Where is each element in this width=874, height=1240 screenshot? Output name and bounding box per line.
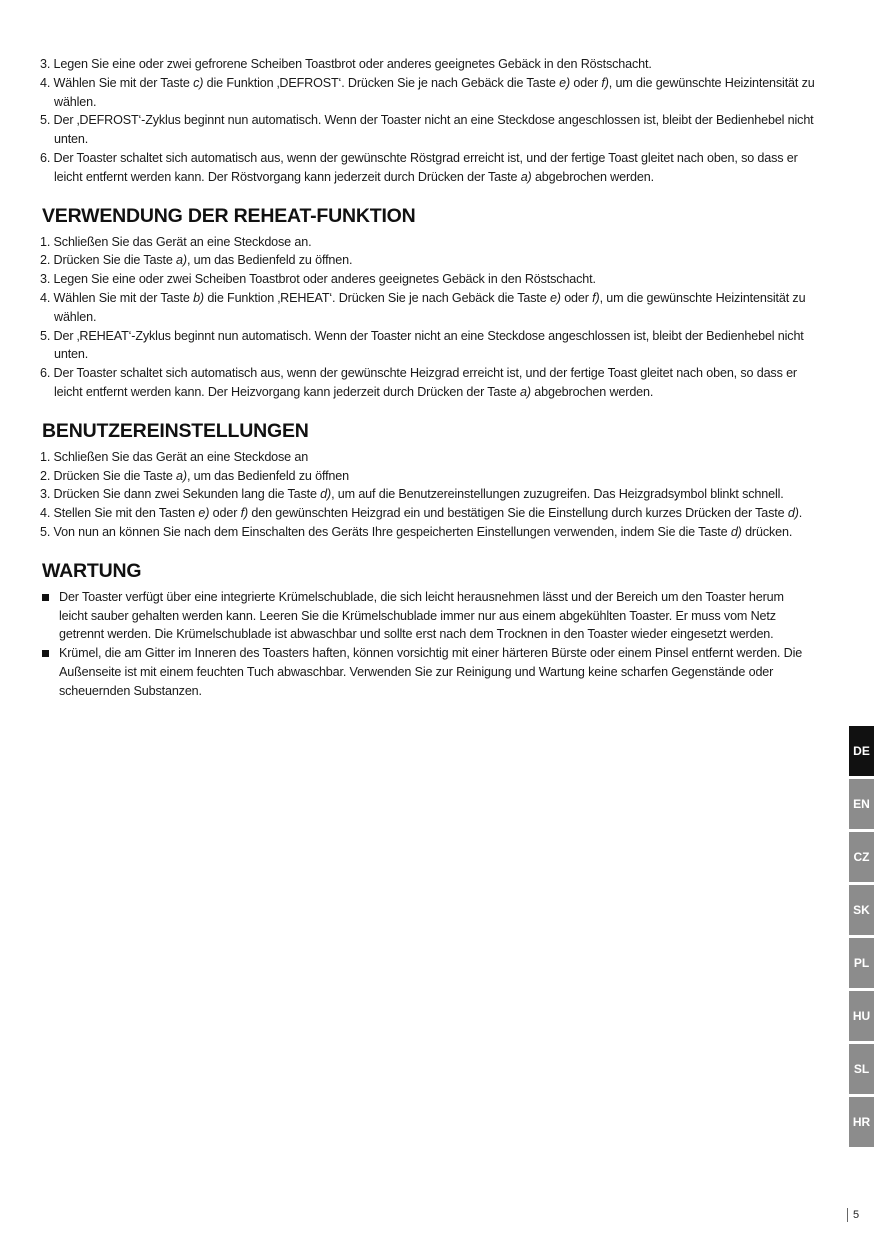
- key-reference: e): [549, 290, 561, 305]
- key-reference: a): [176, 253, 187, 268]
- key-reference: a): [520, 169, 532, 184]
- user-settings-steps-list: [40, 448, 815, 542]
- step-text: oder: [560, 290, 593, 305]
- step-text: 1. Schließen Sie das Gerät an eine Steckdose an: [40, 449, 309, 464]
- list-item: [40, 523, 815, 542]
- step-text: 5. Der ‚DEFROST‘-Zyklus beginnt nun automatisch. Wenn der Toaster nicht an eine Steckdose angeschlossen ist, bleibt der Bedienhebel nicht unten.: [40, 113, 814, 147]
- bullet-square-icon: [42, 594, 49, 601]
- language-tab-en[interactable]: EN: [849, 779, 874, 829]
- key-reference: c): [193, 75, 204, 90]
- maintenance-bullet: [40, 588, 815, 644]
- list-item: [40, 111, 815, 149]
- step-text: 3. Legen Sie eine oder zwei Scheiben Toastbrot oder anderes geeignetes Gebäck in den Röstschacht.: [40, 272, 596, 287]
- step-text: .: [798, 506, 803, 521]
- maintenance-bullet-text: Krümel, die am Gitter im Inneren des Toasters haften, können vorsichtig mit einer härteren Bürste oder einem Pinsel entfernt werden. Die Außenseite ist mit einem feuchten Tuch abwaschbar. Verwenden Sie zur Reinigung und Wartung keine scharfen Gegenstände oder scheuernden Substanzen.: [59, 646, 803, 698]
- reheat-steps-list: [40, 233, 815, 402]
- reheat-heading: VERWENDUNG DER REHEAT-FUNKTION: [42, 204, 416, 227]
- key-reference: d): [320, 487, 332, 502]
- step-text: 1. Schließen Sie das Gerät an eine Steckdose an.: [40, 234, 312, 249]
- list-item: [40, 327, 815, 365]
- language-tab-de[interactable]: DE: [849, 726, 874, 776]
- user-settings-heading: BENUTZEREINSTELLUNGEN: [42, 419, 309, 442]
- step-text: 5. Der ‚REHEAT‘-Zyklus beginnt nun automatisch. Wenn der Toaster nicht an eine Steckdose angeschlossen ist, bleibt der Bedienhebel nicht unten.: [40, 328, 804, 362]
- step-text: , um die gewünschte Heizintensität zu wählen.: [54, 290, 806, 324]
- step-text: die Funktion ‚REHEAT‘. Drücken Sie je nach Gebäck die Taste: [203, 290, 550, 305]
- step-text: , um das Bedienfeld zu öffnen.: [186, 253, 353, 268]
- step-text: drücken.: [741, 524, 793, 539]
- language-tab-hu[interactable]: HU: [849, 991, 874, 1041]
- list-item: [40, 289, 815, 327]
- maintenance-bullet-text: Der Toaster verfügt über eine integrierte Krümelschublade, die sich leicht herausnehmen lässt und der Bereich um den Toaster herum leicht sauber gehalten werden kann. Leeren Sie die Krümelschublade immer nur aus einem abgekühlten Toaster. Er muss vom Netz getrennt werden. Die Krümelschublade ist abwaschbar und sollte erst nach dem Trocknen in den Toaster wieder eingesetzt werden.: [59, 589, 784, 642]
- maintenance-heading: WARTUNG: [42, 559, 142, 582]
- language-tab-sk[interactable]: SK: [849, 885, 874, 935]
- language-tab-pl[interactable]: PL: [849, 938, 874, 988]
- step-text: oder: [570, 75, 602, 90]
- list-item: [40, 485, 815, 504]
- step-text: 2. Drücken Sie die Taste: [40, 253, 177, 268]
- step-text: 5. Von nun an können Sie nach dem Einschalten des Geräts Ihre gespeicherten Einstellungen verwenden, indem Sie die Taste: [40, 524, 731, 539]
- list-item: [40, 270, 815, 289]
- page-number: 5: [847, 1208, 859, 1222]
- maintenance-bullets: [40, 588, 815, 701]
- list-item: [40, 448, 815, 467]
- bullet-square-icon: [42, 650, 49, 657]
- step-text: den gewünschten Heizgrad ein und bestätigen Sie die Einstellung durch kurzes Drücken der Taste: [248, 506, 788, 521]
- defrost-steps-list: [40, 55, 815, 187]
- language-tab-sl[interactable]: SL: [849, 1044, 874, 1094]
- step-text: 2. Drücken Sie die Taste: [40, 468, 177, 483]
- key-reference: e): [198, 506, 210, 521]
- list-item: [40, 74, 815, 112]
- step-text: 3. Drücken Sie dann zwei Sekunden lang die Taste: [40, 487, 321, 502]
- list-item: [40, 233, 815, 252]
- list-item: [40, 251, 815, 270]
- key-reference: f): [601, 75, 609, 90]
- step-text: , um die gewünschte Heizintensität zu wählen.: [54, 75, 815, 109]
- key-reference: f): [592, 290, 600, 305]
- list-item: [40, 149, 815, 187]
- list-item: [40, 504, 815, 523]
- step-text: die Funktion ‚DEFROST‘. Drücken Sie je nach Gebäck die Taste: [203, 75, 560, 90]
- list-item: [40, 364, 815, 402]
- key-reference: d): [730, 524, 742, 539]
- step-text: , um auf die Benutzereinstellungen zuzugreifen. Das Heizgradsymbol blinkt schnell.: [331, 487, 784, 502]
- key-reference: e): [559, 75, 571, 90]
- maintenance-bullet: [40, 644, 815, 700]
- language-tabs: [849, 726, 874, 1150]
- key-reference: a): [176, 468, 187, 483]
- list-item: [40, 55, 815, 74]
- key-reference: a): [520, 384, 531, 399]
- key-reference: d): [787, 506, 799, 521]
- step-text: oder: [209, 506, 241, 521]
- step-text: 6. Der Toaster schaltet sich automatisch aus, wenn der gewünschte Heizgrad erreicht ist, und der fertige Toast gleitet nach oben, so dass er leicht entfernt werden kann. Der Heizvorgang kann jederzeit durch Drücken der Taste: [40, 366, 797, 399]
- step-text: abgebrochen werden.: [530, 384, 654, 399]
- step-text: 3. Legen Sie eine oder zwei gefrorene Scheiben Toastbrot oder anderes geeignetes Gebäck in den Röstschacht.: [40, 57, 652, 71]
- step-text: 4. Wählen Sie mit der Taste: [40, 75, 194, 90]
- step-text: , um das Bedienfeld zu öffnen: [186, 468, 349, 483]
- step-text: 6. Der Toaster schaltet sich automatisch aus, wenn der gewünschte Röstgrad erreicht ist, und der fertige Toast gleitet nach oben, so dass er leicht entfernt werden kann. Der Röstvorgang kann jederzeit durch Drücken der Taste: [40, 150, 798, 184]
- step-text: 4. Wählen Sie mit der Taste: [40, 290, 194, 305]
- manual-content: [40, 55, 815, 701]
- key-reference: f): [240, 506, 249, 521]
- language-tab-cz[interactable]: CZ: [849, 832, 874, 882]
- step-text: 4. Stellen Sie mit den Tasten: [40, 506, 199, 521]
- list-item: [40, 467, 815, 486]
- key-reference: b): [193, 290, 204, 305]
- language-tab-hr[interactable]: HR: [849, 1097, 874, 1147]
- step-text: abgebrochen werden.: [531, 169, 654, 184]
